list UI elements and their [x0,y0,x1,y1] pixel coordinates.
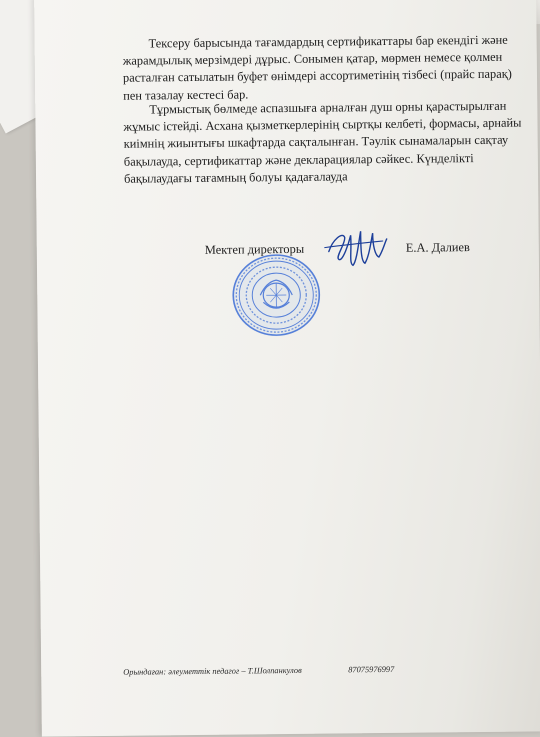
handwritten-signature-icon [321,221,392,272]
signatory-name: Е.А. Далиев [405,240,470,255]
document-page [34,0,540,737]
paragraph-staff-room: Тұрмыстық бөлмеде аспазшыға арналған душ орны қарастырылған жұмыс істейді. Асхана қызметкерлерінің сыртқы келбеті, формасы, арнайы киімнің жиынтығы шкафтарда сақталынған. Тәулік сынамаларын сақтау бақылауда, сертификаттар және декларациялар сәйкес. Күнделікті бақылаудағы тағамның болуы қадағалауда [123,98,522,186]
official-stamp-icon [230,252,323,339]
document-footer [123,663,540,683]
executor-line: Орындаған: әлеуметтік педагог – Т.Шолпанкулов [123,665,302,677]
executor-phone: 87075976997 [348,664,395,675]
paragraph-inspection-certificates: Тексеру барысында тағамдардың сертификаттары бар екендігі және жарамдылық мерзімдері дұрыс. Сонымен қатар, мөрмен немесе қолмен расталған сатылатын буфет өнімдері ассортиметінің тізбесі (прайс парақ) пен тазалау кестесі бар. [122,32,512,103]
signatory-title: Мектеп директоры [204,241,305,257]
